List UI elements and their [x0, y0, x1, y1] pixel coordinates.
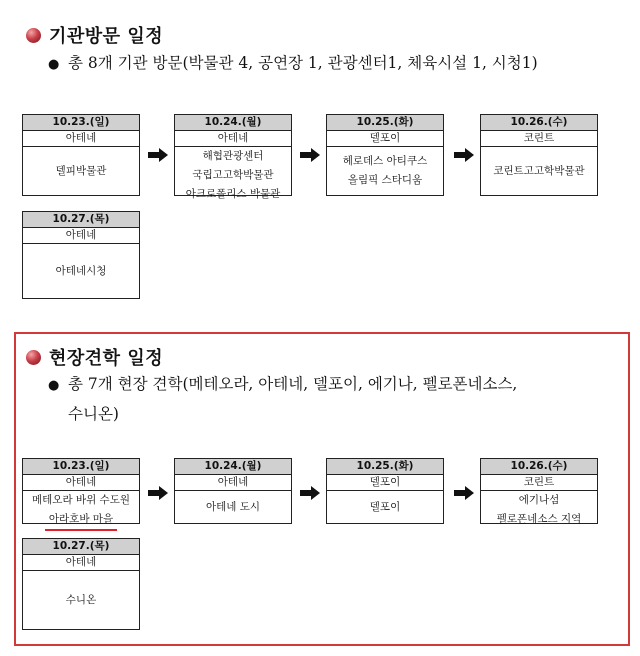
place-item-underlined: 아라호바 마을: [45, 510, 117, 531]
fieldtrip-section-title: [26, 344, 163, 370]
bullet-dot-icon: ●: [48, 57, 60, 72]
right-arrow-icon: [454, 148, 474, 162]
red-ball-bullet-icon: [26, 350, 41, 365]
place-item: 아테네시청: [55, 264, 107, 277]
fieldtrip-summary-line2: 수니온): [68, 405, 119, 423]
day-date: 10.26.(수): [481, 459, 597, 475]
day-date: 10.24.(월): [175, 115, 291, 131]
fieldtrip-summary-line1: 총 7개 현장 견학(메테오라, 아테네, 델포이, 에기나, 펠로폰네소스,: [68, 375, 518, 393]
visit-day-box-2: [174, 114, 292, 200]
place-item: 수니온: [65, 593, 97, 606]
right-arrow-icon: [454, 486, 474, 500]
bullet-dot-icon: ●: [48, 378, 60, 393]
visit-day-box-5: [22, 211, 140, 299]
right-arrow-icon: [300, 486, 320, 500]
place-item: 델포이: [369, 500, 401, 513]
day-city: 코린트: [481, 131, 597, 147]
place-item: 올림픽 스타디움: [347, 174, 423, 186]
day-city: 아테네: [23, 475, 139, 491]
visit-day-box-4: [480, 114, 598, 196]
visit-day-box-3: [326, 114, 444, 196]
place-item: 펠로폰네소스 지역: [496, 513, 582, 525]
day-city: 아테네: [175, 131, 291, 147]
day-date: 10.25.(화): [327, 459, 443, 475]
day-date: 10.25.(화): [327, 115, 443, 131]
place-item: 아크로폴리스 박물관: [185, 188, 281, 200]
day-city: 델포이: [327, 131, 443, 147]
visits-summary: [48, 49, 538, 79]
fieldtrip-day-box-5: [22, 538, 140, 630]
place-item: 아테네 도시: [205, 500, 261, 513]
place-item: 국립고고학박물관: [192, 169, 274, 181]
day-city: 코린트: [481, 475, 597, 491]
visits-title-text: 기관방문 일정: [49, 26, 164, 47]
day-date: 10.26.(수): [481, 115, 597, 131]
day-date: 10.27.(목): [23, 539, 139, 555]
day-city: 델포이: [327, 475, 443, 491]
right-arrow-icon: [148, 148, 168, 162]
day-date: 10.27.(목): [23, 212, 139, 228]
red-ball-bullet-icon: [26, 28, 41, 43]
day-city: 아테네: [175, 475, 291, 491]
day-date: 10.24.(월): [175, 459, 291, 475]
place-item: 메테오라 바위 수도원: [32, 494, 130, 506]
place-item: 해협관광센터: [202, 150, 264, 162]
place-item: 헤로데스 아티쿠스: [342, 155, 428, 167]
place-item: 에기나섬: [518, 494, 560, 506]
day-city: 아테네: [23, 555, 139, 571]
visit-day-box-1: [22, 114, 140, 196]
fieldtrip-day-box-2: [174, 458, 292, 524]
fieldtrip-day-box-4: [480, 458, 598, 524]
day-city: 아테네: [23, 131, 139, 147]
place-item: 코린트고고학박물관: [493, 164, 585, 177]
right-arrow-icon: [300, 148, 320, 162]
fieldtrip-day-box-1: [22, 458, 140, 524]
place-item: 델피박물관: [55, 164, 107, 177]
fieldtrip-day-box-3: [326, 458, 444, 524]
day-city: 아테네: [23, 228, 139, 244]
right-arrow-icon: [148, 486, 168, 500]
visits-section-title: [26, 22, 163, 48]
visits-summary-text: 총 8개 기관 방문(박물관 4, 공연장 1, 관광센터1, 체육시설 1, 시청1): [68, 54, 538, 72]
day-date: 10.23.(일): [23, 115, 139, 131]
fieldtrip-title-text: 현장견학 일정: [49, 348, 164, 369]
day-date: 10.23.(일): [23, 459, 139, 475]
fieldtrip-summary: [48, 370, 517, 428]
